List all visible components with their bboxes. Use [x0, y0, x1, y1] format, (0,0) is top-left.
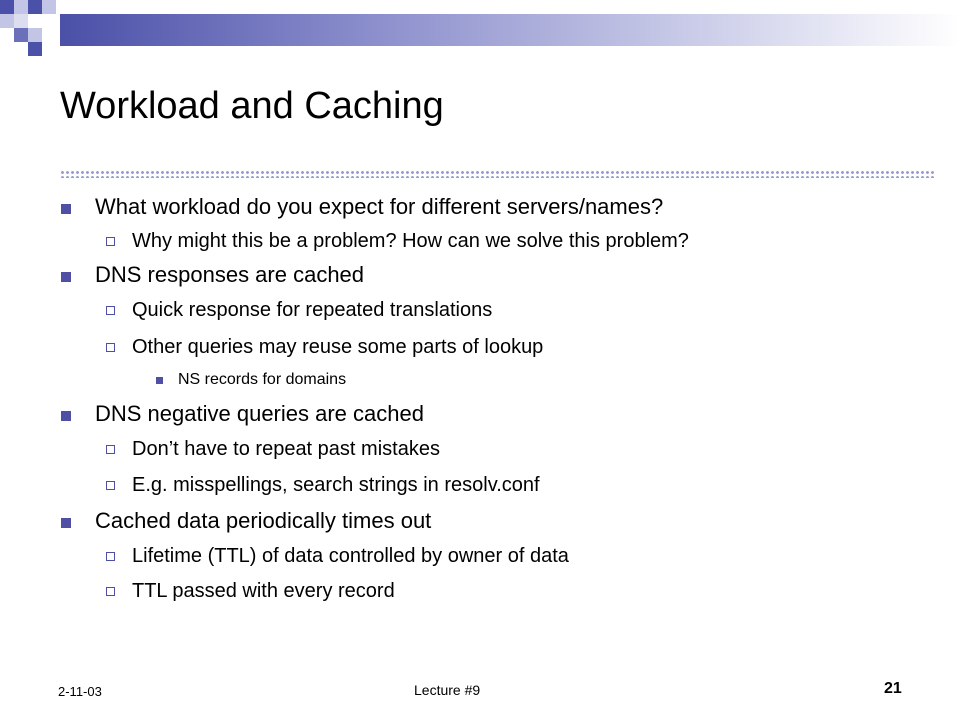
corner-square-dark-4	[28, 42, 42, 56]
sub-bullet-text: TTL passed with every record	[132, 580, 395, 602]
bullet-item	[95, 262, 364, 287]
bullet-item	[95, 508, 431, 533]
small-square-bullet-icon	[156, 377, 163, 384]
hollow-square-bullet-icon	[106, 343, 115, 352]
slide-number: 21	[884, 680, 902, 697]
hollow-square-bullet-icon	[106, 306, 115, 315]
square-bullet-icon	[61, 204, 71, 214]
corner-square-light-5	[28, 28, 42, 42]
sub-bullet-text: Lifetime (TTL) of data controlled by owner of data	[132, 545, 569, 567]
square-bullet-icon	[61, 272, 71, 282]
hollow-square-bullet-icon	[106, 587, 115, 596]
bullet-item	[95, 401, 424, 426]
dotted-divider	[60, 170, 936, 178]
corner-square-light-1	[14, 0, 28, 14]
bullet-text: DNS responses are cached	[95, 262, 365, 287]
bullet-item	[95, 194, 663, 219]
header-gradient-bar	[60, 14, 960, 46]
footer-date: 2-11-03	[58, 684, 102, 699]
corner-square-light-2	[0, 14, 14, 28]
corner-square-light-3	[14, 14, 28, 28]
sub-bullet-item	[132, 545, 569, 568]
slide-title: Workload and Caching	[60, 85, 444, 127]
corner-square-dark-3	[14, 28, 28, 42]
sub-bullet-item	[132, 299, 492, 322]
sub-bullet-item	[132, 336, 543, 359]
sub-bullet-text: Other queries may reuse some parts of lookup	[132, 336, 544, 358]
hollow-square-bullet-icon	[106, 481, 115, 490]
hollow-square-bullet-icon	[106, 445, 115, 454]
sub-bullet-item	[132, 474, 540, 497]
sub-sub-bullet-item	[178, 371, 346, 389]
square-bullet-icon	[61, 411, 71, 421]
sub-bullet-item	[132, 438, 440, 461]
corner-square-dark-2	[28, 0, 42, 14]
hollow-square-bullet-icon	[106, 552, 115, 561]
bullet-text: DNS negative queries are cached	[95, 401, 424, 426]
square-bullet-icon	[61, 518, 71, 528]
sub-bullet-text: Quick response for repeated translations	[132, 299, 493, 321]
hollow-square-bullet-icon	[106, 237, 115, 246]
corner-square-dark-1	[0, 0, 14, 14]
sub-bullet-text: E.g. misspellings, search strings in resolv.conf	[132, 474, 540, 496]
sub-bullet-item	[132, 230, 689, 253]
bullet-text: Cached data periodically times out	[95, 508, 432, 533]
corner-square-light-4	[42, 0, 56, 14]
bullet-text: What workload do you expect for different servers/names?	[95, 194, 664, 219]
sub-sub-bullet-text: NS records for domains	[178, 371, 347, 388]
sub-bullet-item	[132, 580, 395, 603]
sub-bullet-text: Don’t have to repeat past mistakes	[132, 438, 440, 460]
footer-lecture: Lecture #9	[414, 682, 481, 698]
sub-bullet-text: Why might this be a problem? How can we solve this problem?	[132, 230, 689, 252]
